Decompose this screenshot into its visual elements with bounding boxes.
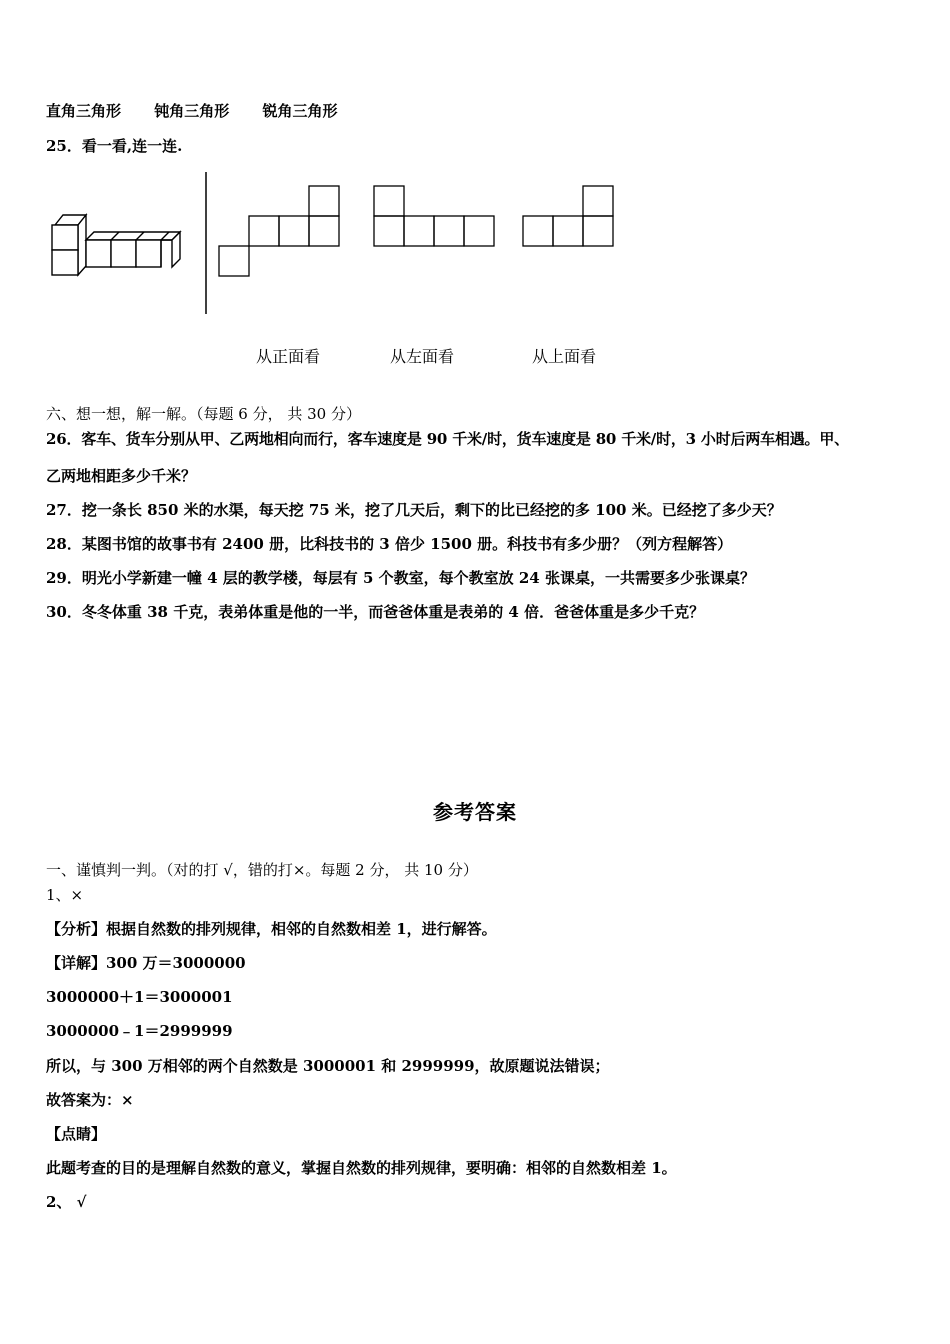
label-top-view: 从上面看 [532,347,597,366]
answer-1-comment: 此题考查的目的是理解自然数的意义，掌握自然数的排列规律，要明确：相邻的自然数相差 1。 [46,1159,677,1177]
triangle-types-row [46,101,366,121]
question-26-line-2: 乙两地相距多少千米？ [46,467,197,485]
question-28: 28．某图书馆的故事书有 2400 册，比科技书的 3 倍少 1500 册。科技书有多少册？（列方程解答） [46,535,733,553]
view-shape-3 [523,186,613,246]
answer-2-label: 2、 √ [46,1193,87,1211]
question-30: 30．冬冬体重 38 千克，表弟体重是他的一半，而爸爸体重是表弟的 4 倍．爸爸体重是多少千克？ [46,603,705,621]
view-shape-1 [219,186,339,276]
view-shape-2 [374,186,494,246]
answer-1-analysis: 【分析】根据自然数的排列规律，相邻的自然数相差 1，进行解答。 [46,920,497,938]
section-1-heading: 一、谨慎判一判。（对的打 √，错的打×。每题 2 分， 共 10 分） [46,861,478,879]
question-26-line-1: 26．客车、货车分别从甲、乙两地相向而行，客车速度是 90 千米/时，货车速度是 80 千米/时，3 小时后两车相遇。甲、 [46,430,849,448]
answer-1-answer: 故答案为：× [46,1091,134,1109]
question-25: 25．看一看,连一连. [46,137,183,155]
answer-1-calc-1: 3000000＋1＝3000001 [46,988,233,1006]
label-left-view: 从左面看 [390,347,455,366]
answer-1-conclusion: 所以，与 300 万相邻的两个自然数是 3000001 和 2999999，故原题说法错误； [46,1057,610,1075]
answer-section-title: 参考答案 [433,800,517,824]
answer-1-label: 1、× [46,886,84,904]
question-27: 27．挖一条长 850 米的水渠，每天挖 75 米，挖了几天后，剩下的比已经挖的多 100 米。已经挖了多少天？ [46,501,782,519]
answer-1-calc-2: 3000000﹣1＝2999999 [46,1022,233,1040]
cube-solid-drawing [52,215,180,275]
triangle-type-obtuse: 钝角三角形 [154,102,230,120]
triangle-type-right: 直角三角形 [46,102,122,120]
answer-1-detail: 【详解】300 万＝3000000 [46,954,246,972]
triangle-type-acute: 锐角三角形 [262,102,338,120]
section-6-heading: 六、想一想，解一解。（每题 6 分， 共 30 分） [46,405,361,423]
answer-1-comment-label: 【点睛】 [46,1125,107,1143]
label-front-view: 从正面看 [256,347,321,366]
cube-views-figure [40,168,640,318]
question-29: 29．明光小学新建一幢 4 层的教学楼，每层有 5 个教室，每个教室放 24 张课桌，一共需要多少张课桌？ [46,569,755,587]
